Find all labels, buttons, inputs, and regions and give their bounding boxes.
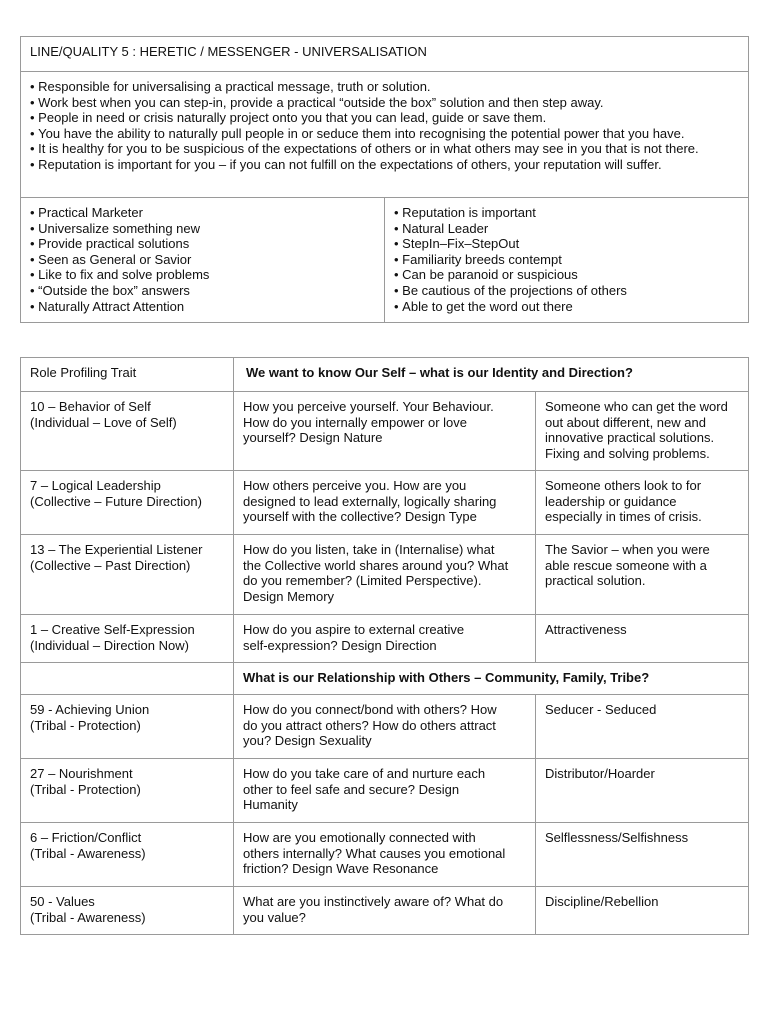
answer-line: out about different, new and <box>545 414 706 430</box>
description-item: • Responsible for universalising a practical message, truth or solution. <box>30 79 739 95</box>
trait-cell <box>21 471 234 535</box>
question-line: How do you listen, take in (Internalise) what <box>243 542 495 557</box>
keyword-item: • Like to fix and solve problems <box>30 267 375 283</box>
trait-cell <box>21 535 234 615</box>
question-cell <box>234 471 536 535</box>
question-line: you value? <box>243 909 306 925</box>
trait-cell <box>21 759 234 823</box>
answer-line: The Savior – when you were <box>545 542 710 557</box>
answer-line: Selflessness/Selfishness <box>545 830 689 845</box>
keywords-right-list <box>394 205 739 314</box>
empty-cell <box>21 663 234 695</box>
keyword-item: • StepIn–Fix–StepOut <box>394 236 739 252</box>
keyword-item: • Provide practical solutions <box>30 236 375 252</box>
question-cell <box>234 823 536 887</box>
keyword-item: • Practical Marketer <box>30 205 375 221</box>
answer-cell <box>536 695 749 759</box>
question-cell <box>234 615 536 663</box>
description-item: • You have the ability to naturally pull people in or seduce them into recognising the potential power that you have. <box>30 126 739 142</box>
question-line: yourself? Design Nature <box>243 430 383 446</box>
keyword-item: • Naturally Attract Attention <box>30 299 375 315</box>
question-cell <box>234 887 536 935</box>
question-cell <box>234 759 536 823</box>
keywords-left-cell <box>21 198 385 323</box>
answer-cell <box>536 887 749 935</box>
description-item: • It is healthy for you to be suspicious of the expectations of others or in what others may see in you that is not there. <box>30 141 739 157</box>
question-line: Humanity <box>243 797 298 813</box>
trait-category: (Tribal - Awareness) <box>30 845 146 861</box>
trait-name: 7 – Logical Leadership <box>30 478 161 493</box>
answer-line: Distributor/Hoarder <box>545 766 655 781</box>
trait-category: (Tribal - Protection) <box>30 781 141 797</box>
keywords-right-cell <box>385 198 749 323</box>
answer-line: Seducer - Seduced <box>545 702 657 717</box>
header-identity-cell <box>234 358 749 392</box>
answer-line: Fixing and solving problems. <box>545 445 710 461</box>
question-line: the Collective world shares around you? What <box>243 557 509 573</box>
keywords-left-list <box>30 205 375 314</box>
answer-line: Attractiveness <box>545 622 627 637</box>
trait-name: 1 – Creative Self-Expression <box>30 622 195 637</box>
question-line: others internally? What causes you emotional <box>243 845 506 861</box>
answer-line: innovative practical solutions. <box>545 430 715 446</box>
question-line: How others perceive you. How are you <box>243 478 467 493</box>
description-item: • Reputation is important for you – if you can not fulfill on the expectations of others, your reputation will suffer. <box>30 157 739 173</box>
answer-line: leadership or guidance <box>545 493 677 509</box>
keyword-item: • Familiarity breeds contempt <box>394 252 739 268</box>
question-line: friction? Design Wave Resonance <box>243 861 439 877</box>
keyword-item: • “Outside the box” answers <box>30 283 375 299</box>
question-line: Design Memory <box>243 588 335 604</box>
question-line: designed to lead externally, logically sharing <box>243 493 497 509</box>
question-line: yourself with the collective? Design Type <box>243 509 477 525</box>
trait-cell <box>21 823 234 887</box>
answer-line: especially in times of crisis. <box>545 509 702 525</box>
header-trait-cell <box>21 358 234 392</box>
question-line: do you remember? (Limited Perspective). <box>243 573 482 589</box>
trait-cell <box>21 695 234 759</box>
line-quality-description-cell <box>21 72 749 198</box>
answer-line: Someone others look to for <box>545 478 702 493</box>
trait-category: (Tribal - Protection) <box>30 717 141 733</box>
question-line: How do you take care of and nurture each <box>243 766 486 781</box>
trait-name: 10 – Behavior of Self <box>30 399 151 414</box>
keyword-item: • Natural Leader <box>394 221 739 237</box>
question-line: How are you emotionally connected with <box>243 830 476 845</box>
keyword-item: • Seen as General or Savior <box>30 252 375 268</box>
description-item: • People in need or crisis naturally project onto you that you can lead, guide or save them. <box>30 110 739 126</box>
line-quality-title-cell <box>21 37 749 72</box>
line-quality-title: LINE/QUALITY 5 : HERETIC / MESSENGER - UNIVERSALISATION <box>30 44 427 59</box>
trait-name: 59 - Achieving Union <box>30 702 150 717</box>
trait-name: 13 – The Experiential Listener <box>30 542 203 557</box>
answer-line: able rescue someone with a <box>545 557 707 573</box>
answer-cell <box>536 392 749 471</box>
trait-name: 6 – Friction/Conflict <box>30 830 142 845</box>
answer-cell <box>536 759 749 823</box>
answer-cell <box>536 823 749 887</box>
answer-line: Someone who can get the word <box>545 399 728 414</box>
trait-name: 50 - Values <box>30 894 95 909</box>
question-cell <box>234 695 536 759</box>
trait-category: (Individual – Direction Now) <box>30 637 189 653</box>
question-line: How do you connect/bond with others? How <box>243 702 497 717</box>
trait-category: (Tribal - Awareness) <box>30 909 146 925</box>
answer-cell <box>536 535 749 615</box>
answer-line: Discipline/Rebellion <box>545 894 659 909</box>
keyword-item: • Reputation is important <box>394 205 739 221</box>
trait-name: 27 – Nourishment <box>30 766 133 781</box>
description-item: • Work best when you can step-in, provide a practical “outside the box” solution and then step away. <box>30 95 739 111</box>
description-list <box>30 79 739 173</box>
keyword-item: • Able to get the word out there <box>394 299 739 315</box>
question-line: How do you aspire to external creative <box>243 622 465 637</box>
trait-cell <box>21 615 234 663</box>
question-line: self-expression? Design Direction <box>243 637 437 653</box>
question-cell <box>234 535 536 615</box>
trait-category: (Collective – Future Direction) <box>30 493 202 509</box>
keyword-item: • Be cautious of the projections of others <box>394 283 739 299</box>
section-heading-cell <box>234 663 749 695</box>
question-cell <box>234 392 536 471</box>
question-line: other to feel safe and secure? Design <box>243 781 460 797</box>
role-profiling-table <box>20 357 749 935</box>
section-heading-relationship: What is our Relationship with Others – Community, Family, Tribe? <box>243 670 650 685</box>
question-line: do you attract others? How do others attract <box>243 717 496 733</box>
answer-cell <box>536 471 749 535</box>
keyword-item: • Can be paranoid or suspicious <box>394 267 739 283</box>
trait-cell <box>21 392 234 471</box>
question-line: What are you instinctively aware of? What do <box>243 894 504 909</box>
question-line: How you perceive yourself. Your Behaviour. <box>243 399 494 414</box>
header-trait-label: Role Profiling Trait <box>30 365 137 380</box>
keyword-item: • Universalize something new <box>30 221 375 237</box>
trait-category: (Individual – Love of Self) <box>30 414 177 430</box>
answer-line: practical solution. <box>545 573 646 589</box>
question-line: How do you internally empower or love <box>243 414 467 430</box>
question-line: you? Design Sexuality <box>243 733 372 749</box>
line-quality-table <box>20 36 749 323</box>
answer-cell <box>536 615 749 663</box>
trait-category: (Collective – Past Direction) <box>30 557 191 573</box>
trait-cell <box>21 887 234 935</box>
section-heading-identity: We want to know Our Self – what is our Identity and Direction? <box>246 365 633 380</box>
